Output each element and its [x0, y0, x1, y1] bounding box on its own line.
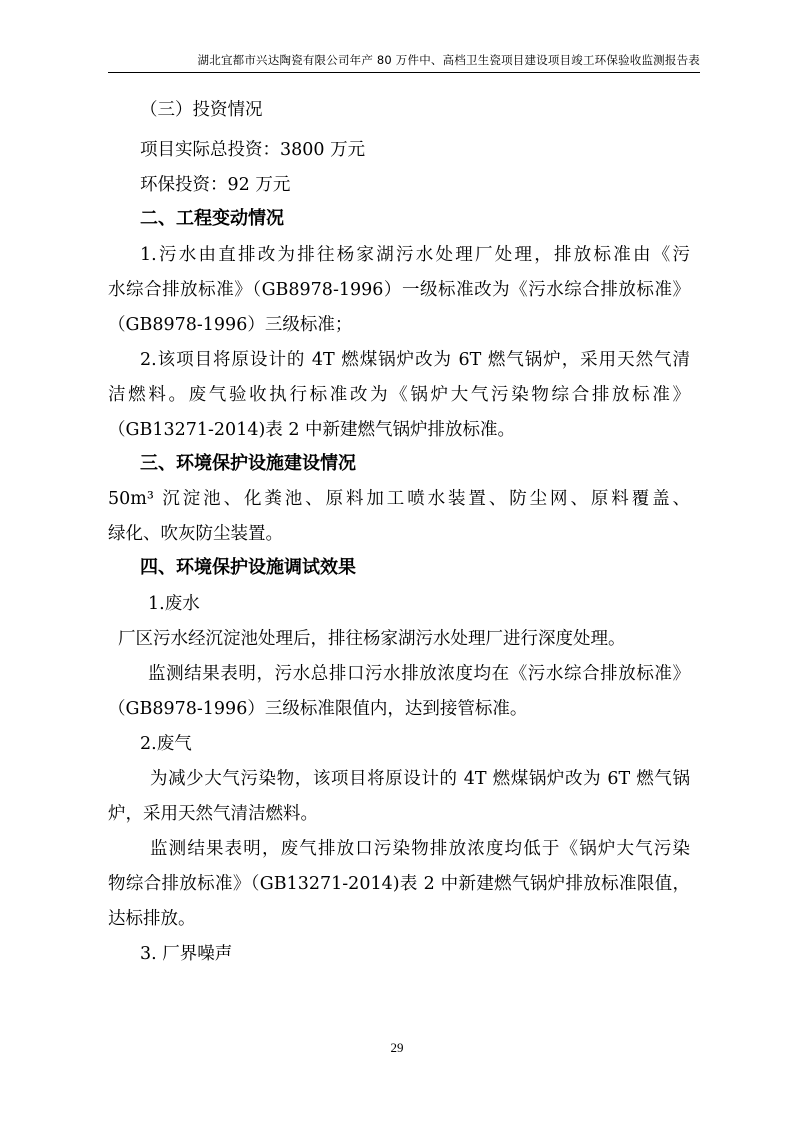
- total-investment-line: 项目实际总投资：3800 万元: [140, 140, 366, 160]
- exhaust-gas-paragraph-2-line-3: 达标排放。: [108, 909, 196, 929]
- investment-subheading: （三）投资情况: [140, 100, 263, 120]
- section-4-heading: 四、环境保护设施调试效果: [140, 557, 356, 578]
- noise-subheading: 3. 厂界噪声: [140, 944, 233, 964]
- facilities-line-1: 50m³ 沉淀池、化粪池、原料加工喷水装置、防尘网、原料覆盖、: [108, 489, 690, 509]
- exhaust-gas-paragraph-2-line-2: 物综合排放标准》（GB13271-2014)表 2 中新建燃气锅炉排放标准限值，: [108, 874, 690, 894]
- wastewater-paragraph-2-line-2: （GB8978-1996）三级标准限值内，达到接管标准。: [108, 699, 528, 719]
- facilities-line-2: 绿化、吹灰防尘装置。: [108, 524, 283, 544]
- exhaust-gas-paragraph-2-line-1: 监测结果表明，废气排放口污染物排放浓度均低于《锅炉大气污染: [150, 839, 690, 859]
- env-investment-line: 环保投资：92 万元: [140, 175, 291, 195]
- header-divider: [108, 72, 700, 73]
- section-3-heading: 三、环境保护设施建设情况: [140, 453, 356, 474]
- exhaust-gas-paragraph-1-line-2: 炉，采用天然气清洁燃料。: [108, 804, 318, 824]
- section-2-heading: 二、工程变动情况: [140, 208, 284, 229]
- change-1-line-2: 水综合排放标准》（GB8978-1996）一级标准改为《污水综合排放标准》: [108, 280, 690, 300]
- report-header: 湖北宜都市兴达陶瓷有限公司年产 80 万件中、高档卫生瓷项目建设项目竣工环保验收监测报告表: [197, 53, 700, 67]
- change-1-line-3: （GB8978-1996）三级标准；: [108, 315, 353, 335]
- change-2-line-1: 2.该项目将原设计的 4T 燃煤锅炉改为 6T 燃气锅炉，采用天然气清: [140, 350, 690, 370]
- page-number: 29: [390, 1040, 404, 1055]
- wastewater-paragraph-2-line-1: 监测结果表明，污水总排口污水排放浓度均在《污水综合排放标准》: [148, 664, 690, 684]
- exhaust-gas-paragraph-1-line-1: 为减少大气污染物，该项目将原设计的 4T 燃煤锅炉改为 6T 燃气锅: [150, 769, 690, 789]
- exhaust-gas-subheading: 2.废气: [140, 734, 192, 754]
- change-2-line-2: 洁燃料。废气验收执行标准改为《锅炉大气污染物综合排放标准》: [108, 385, 690, 405]
- wastewater-subheading: 1.废水: [148, 594, 200, 614]
- change-2-line-3: （GB13271-2014)表 2 中新建燃气锅炉排放标准。: [108, 420, 516, 440]
- change-1-line-1: 1.污水由直排改为排往杨家湖污水处理厂处理，排放标准由《污: [140, 245, 690, 265]
- wastewater-paragraph-1: 厂区污水经沉淀池处理后，排往杨家湖污水处理厂进行深度处理。: [118, 629, 626, 649]
